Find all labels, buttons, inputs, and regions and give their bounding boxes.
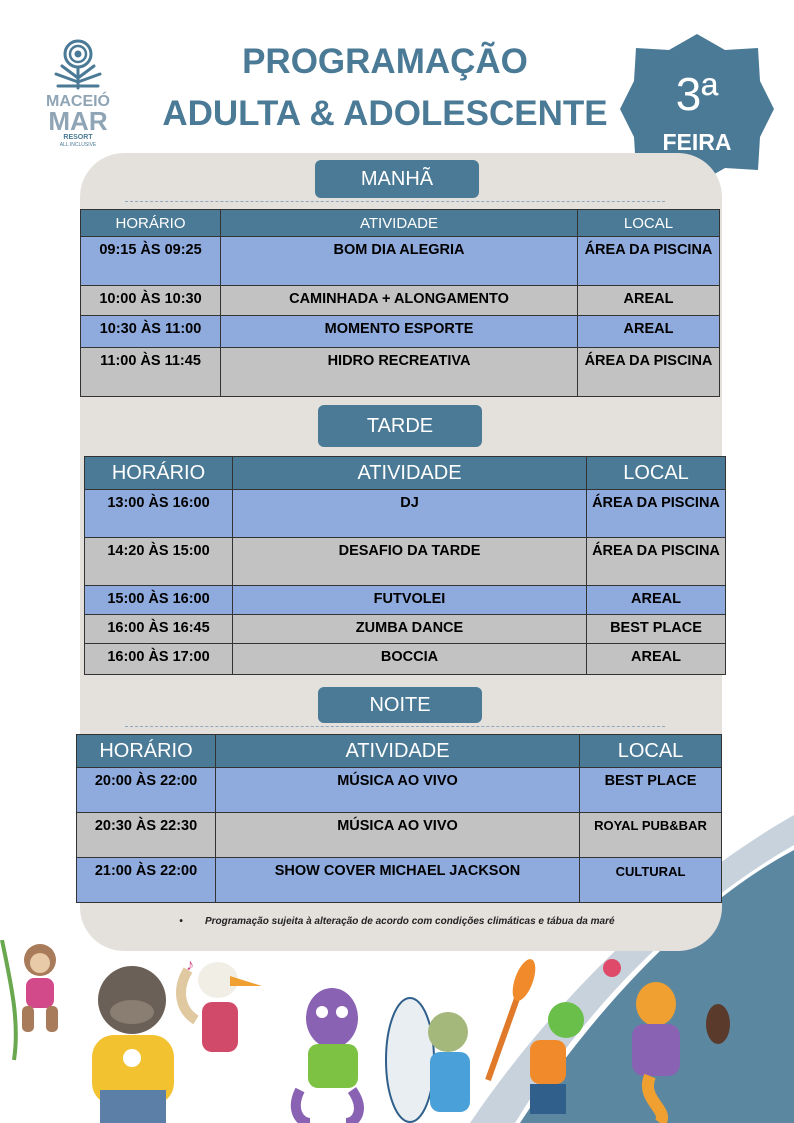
octopus-mascot-icon: [296, 988, 359, 1123]
svg-text:ALL INCLUSIVE: ALL INCLUSIVE: [59, 142, 97, 148]
footer-note-text: Programação sujeita à alteração de acordo com condições climáticas e tábua da maré: [204, 916, 615, 927]
row-time: 16:00 ÀS 17:00: [85, 644, 233, 675]
music-note-icon: ♪: [186, 957, 194, 974]
row-place: CULTURAL: [580, 858, 722, 903]
table-row: [81, 286, 720, 316]
row-activity: BOM DIA ALEGRIA: [221, 237, 578, 286]
svg-text:MACEIÓ: MACEIÓ: [46, 93, 110, 110]
header-time: HORÁRIO: [81, 210, 221, 237]
row-activity: DJ: [233, 490, 587, 538]
row-time: 21:00 ÀS 22:00: [77, 858, 216, 903]
turtle-mascot-icon: [428, 1012, 470, 1112]
svg-text:RESORT: RESORT: [63, 134, 93, 141]
row-time: 16:00 ÀS 16:45: [85, 615, 233, 644]
morning-table: [80, 209, 720, 397]
section-title-night: NOITE: [318, 687, 482, 723]
header-place: LOCAL: [587, 457, 726, 490]
row-time: 09:15 ÀS 09:25: [81, 237, 221, 286]
header-place: LOCAL: [580, 735, 722, 768]
table-row: [85, 644, 726, 675]
paddle-icon: [488, 990, 520, 1080]
row-place: BEST PLACE: [587, 615, 726, 644]
surfboard-icon: [386, 998, 434, 1122]
row-place: ÁREA DA PISCINA: [578, 237, 720, 286]
row-place: ROYAL PUB&BAR: [580, 813, 722, 858]
row-place: ÁREA DA PISCINA: [578, 348, 720, 397]
bird-mascot-icon: [181, 962, 262, 1102]
page-title-line1: PROGRAMAÇÃO: [242, 42, 528, 81]
mascots-illustration: [0, 940, 794, 1123]
row-activity: HIDRO RECREATIVA: [221, 348, 578, 397]
row-place: AREAL: [587, 586, 726, 615]
row-time: 14:20 ÀS 15:00: [85, 538, 233, 586]
walrus-mascot-icon: [92, 966, 174, 1123]
row-time: 15:00 ÀS 16:00: [85, 586, 233, 615]
row-time: 20:30 ÀS 22:30: [77, 813, 216, 858]
monkey-mascot-icon: [22, 944, 58, 1032]
row-activity: SHOW COVER MICHAEL JACKSON: [216, 858, 580, 903]
row-place: AREAL: [587, 644, 726, 675]
header-place: LOCAL: [578, 210, 720, 237]
table-row: [85, 490, 726, 538]
section-title-morning: MANHÃ: [315, 160, 479, 198]
row-place: ÁREA DA PISCINA: [587, 490, 726, 538]
row-place: AREAL: [578, 316, 720, 348]
night-table: [76, 734, 722, 903]
row-place: ÁREA DA PISCINA: [587, 538, 726, 586]
row-time: 10:30 ÀS 11:00: [81, 316, 221, 348]
section-title-afternoon: TARDE: [318, 405, 482, 447]
row-time: 20:00 ÀS 22:00: [77, 768, 216, 813]
header-activity: ATIVIDADE: [233, 457, 587, 490]
header-activity: ATIVIDADE: [216, 735, 580, 768]
row-activity: MOMENTO ESPORTE: [221, 316, 578, 348]
row-activity: CAMINHADA + ALONGAMENTO: [221, 286, 578, 316]
resort-logo: [38, 38, 134, 148]
row-activity: MÚSICA AO VIVO: [216, 768, 580, 813]
row-place: BEST PLACE: [580, 768, 722, 813]
badge-label: FEIRA: [662, 129, 732, 155]
row-time: 10:00 ÀS 10:30: [81, 286, 221, 316]
table-row: [85, 538, 726, 586]
row-activity: MÚSICA AO VIVO: [216, 813, 580, 858]
bullet-icon: •: [179, 916, 183, 927]
afternoon-table: [84, 456, 726, 675]
divider: [125, 726, 665, 727]
divider: [125, 201, 665, 202]
table-row: [81, 316, 720, 348]
header-time: HORÁRIO: [77, 735, 216, 768]
table-row: [81, 237, 720, 286]
table-row: [85, 586, 726, 615]
row-place: AREAL: [578, 286, 720, 316]
table-row: [81, 348, 720, 397]
row-activity: ZUMBA DANCE: [233, 615, 587, 644]
row-activity: BOCCIA: [233, 644, 587, 675]
vine-icon: [2, 940, 16, 1060]
footer-note: [0, 916, 794, 927]
page-title-line2: ADULTA & ADOLESCENTE: [162, 94, 608, 133]
table-row: [77, 813, 722, 858]
table-row: [77, 768, 722, 813]
row-time: 11:00 ÀS 11:45: [81, 348, 221, 397]
header-time: HORÁRIO: [85, 457, 233, 490]
header-activity: ATIVIDADE: [221, 210, 578, 237]
table-row: [77, 858, 722, 903]
lizard-mascot-icon: [530, 1002, 584, 1114]
seahorse-mascot-icon: [603, 959, 730, 1123]
badge-day: 3ª: [675, 68, 719, 120]
row-time: 13:00 ÀS 16:00: [85, 490, 233, 538]
svg-text:MAR: MAR: [48, 106, 108, 136]
row-activity: FUTVOLEI: [233, 586, 587, 615]
table-row: [85, 615, 726, 644]
row-activity: DESAFIO DA TARDE: [233, 538, 587, 586]
